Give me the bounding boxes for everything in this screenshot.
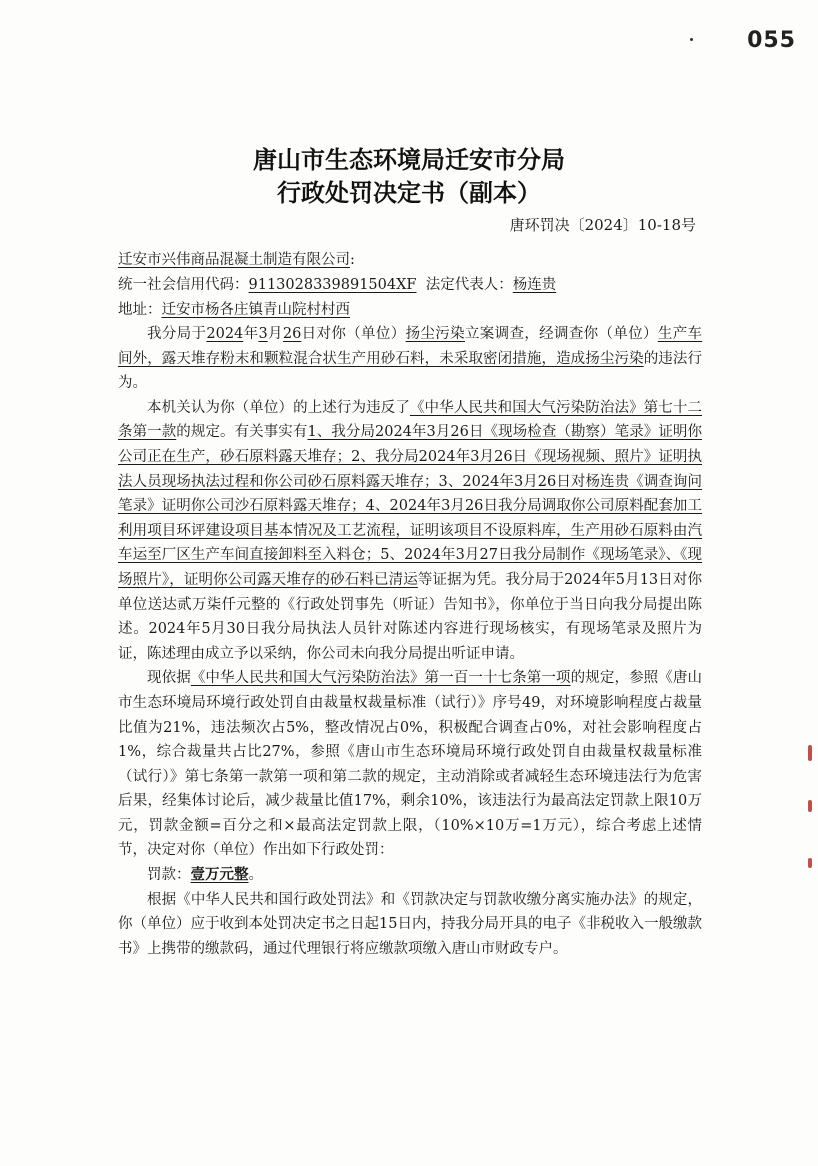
penalty-label: 罚款： [147,867,191,884]
address-value: 迁安市杨各庄镇青山院村村西 [161,302,350,318]
investigation-day: 26 [282,326,302,342]
penalty-amount: 壹万元整 [190,866,249,884]
address-label: 地址： [118,302,162,318]
seal-edge-mark [808,800,812,812]
address-line [118,298,350,319]
seal-edge-mark [808,745,812,761]
paragraph-findings: 本机关认为你（单位）的上述行为违反了《中华人民共和国大气污染防治法》第七十二条第一款的规定。有关事实有1、我分局2024年3月26日《现场检查（勘察）笔录》证明你公司正在生产，砂石原料露天堆存；2、我分局2024年3月26日《现场视频、照片》证明执法人员现场执法过程和你公司砂石原料露天堆存；3、2024年3月26日对杨连贵《调查询问笔录》证明你公司沙石原料露天堆存；4、2024年3月26日我分局调取你公司原料配套加工利用项目环评建设项目基本情况及工艺流程，证明该项目不设原料库，生产用砂石原料由汽车运至厂区生产车间直接卸料至入料仓；5、2024年3月27日我分局制作《现场笔录》、《现场照片》，证明你公司露天堆存的砂石料已清运等证据为凭。我分局于2024年5月13日对你单位送达贰万柒仟元整的《行政处罚事先（听证）告知书》，你单位于当日向我分局提出陈述。2024年5月30日我分局执法人员针对陈述内容进行现场核实，有现场笔录及照片为证，陈述理由成立予以采纳，你公司未向我分局提出听证申请。 [118,399,703,662]
page-number: 055 [747,28,796,53]
paragraph-basis: 现依据《中华人民共和国大气污染防治法》第一百一十七条第一项的规定，参照《唐山市生态环境局环境行政处罚自由裁量权裁量标准（试行）》序号49，对环境影响程度占裁量比值为21%，违法频次占5%，整改情况占0%，积极配合调查占0%，对社会影响程度占1%，综合裁量共占比27%，参照《唐山市生态环境局环境行政处罚自由裁量权裁量标准（试行）》第七条第一款第一项和第二款的规定，主动消除或者减轻生态环境违法行为危害后果，经集体讨论后，减少裁量比值17%，剩余10%，该违法行为最高法定罚款上限10万元，罚款金额=百分之和×最高法定罚款上限，（10%×10万=1万元），综合考虑上述情节，决定对你（单位）作出如下行政处罚： [118,670,703,859]
violation-facts: 生产车间外，露天堆存粉末和颗粒混合状生产用砂石料，未采取密闭措施，造成扬尘污染 [118,326,703,367]
case-type: 扬尘污染 [405,326,465,342]
seal-edge-mark [808,858,812,868]
document-title-type: 行政处罚决定书（副本） [277,179,541,207]
evidence-list: 1、我分局2024年3月26日《现场检查（勘察）笔录》证明你公司正在生产，砂石原料露天堆存；2、我分局2024年3月26日《现场视频、照片》证明执法人员现场执法过程和你公司砂石原料露天堆存；3、2024年3月26日对杨连贵《调查询问笔录》证明你公司沙石原料露天堆存；4、2024年3月26日我分局调取你公司原料配套加工利用项目环评建设项目基本情况及工艺流程，证明该项目不设原料库，生产用砂石原料由汽车运至厂区生产车间直接卸料至入料仓；5、2024年3月27日我分局制作《现场笔录》、《现场照片》，证明你公司露天堆存的砂石料已清运 [118,424,703,588]
paragraph-penalty: 罚款：壹万元整。 [147,866,263,884]
credit-code-line [118,273,556,294]
investigation-year: 2024 [206,326,244,342]
document-number: 唐环罚决〔2024〕10-18号 [509,216,696,234]
decision-body [118,322,702,961]
legal-rep-label: 法定代表人： [425,277,513,293]
party-company-name: 迁安市兴伟商品混凝土制造有限公司 [118,252,350,268]
investigation-month: 3 [258,326,268,342]
legal-rep-value: 杨连贵 [512,277,557,293]
paragraph-investigation: 我分局于2024年3月26日对你（单位）扬尘污染立案调查，经调查你（单位）生产车间外，露天堆存粉末和颗粒混合状生产用砂石料，未采取密闭措施，造成扬尘污染的违法行为。 [118,326,703,392]
penalty-law: 《中华人民共和国大气污染防治法》第一百一十七条第一项 [190,670,571,687]
credit-code-label: 统一社会信用代码： [118,277,249,293]
party-company-suffix: : [350,252,355,268]
scan-speck [690,38,693,41]
party-name-line [118,248,355,269]
paragraph-payment: 根据《中华人民共和国行政处罚法》和《罚款决定与罚款收缴分离实施办法》的规定，你（单位）应于收到本处罚决定书之日起15日内，持我分局开具的电子《非税收入一般缴款书》上携带的缴款码，通过代理银行将应缴款项缴入唐山市财政专户。 [118,891,702,957]
credit-code-value: 9113028339891504XF [248,277,417,293]
violated-law: 《中华人民共和国大气污染防治法》第七十二条第一款 [118,399,703,441]
document-title-agency: 唐山市生态环境局迁安市分局 [253,146,565,174]
